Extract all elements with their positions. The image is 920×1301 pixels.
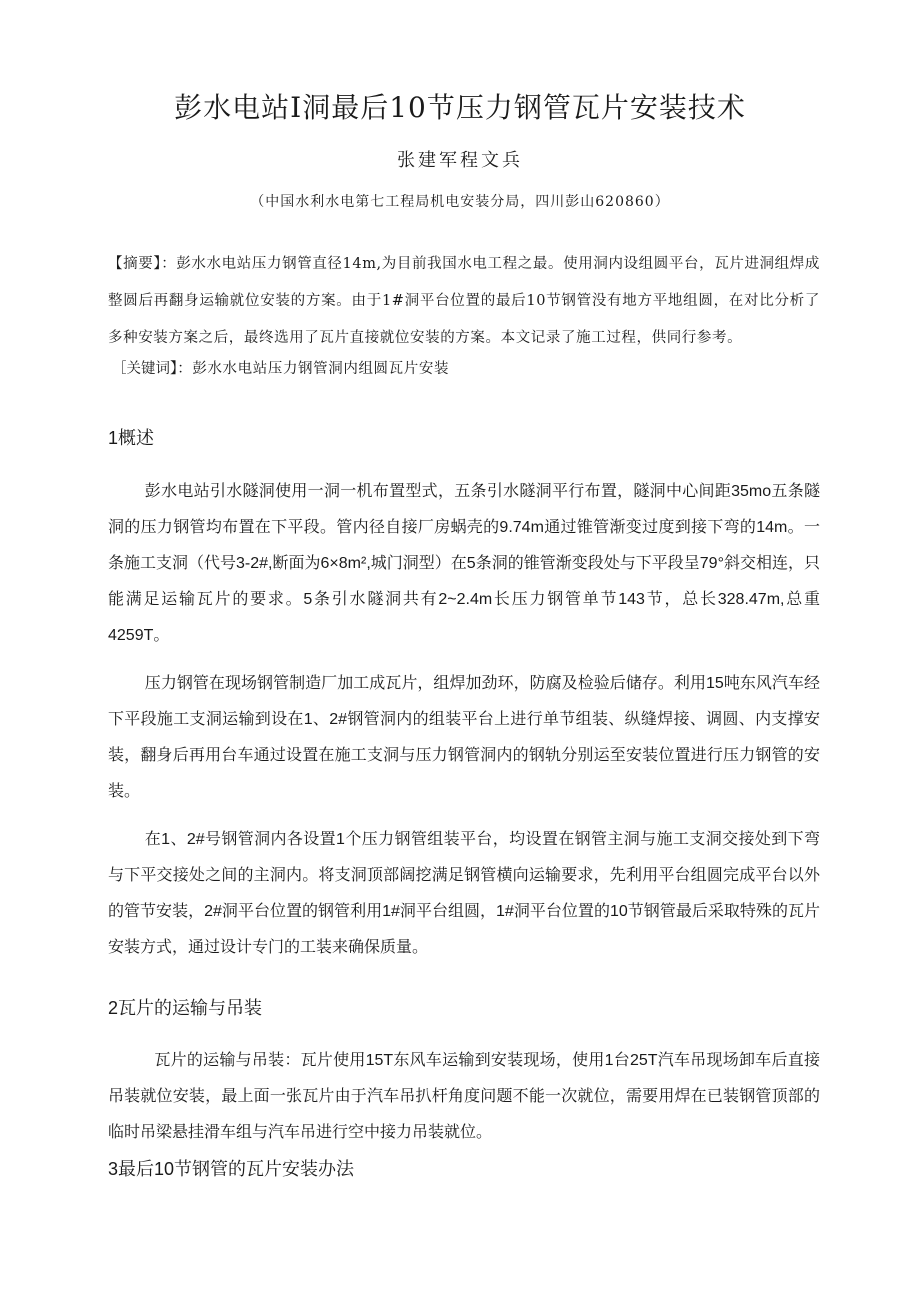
section-2-paragraph-1: 瓦片的运输与吊装：瓦片使用15T东风车运输到安装现场，使用1台25T汽车吊现场卸车后直接吊装就位安装，最上面一张瓦片由于汽车吊扒杆角度问题不能一次就位，需要用焊在已装钢管顶部的临时吊梁悬挂滑车组与汽车吊进行空中接力吊装就位。: [108, 1052, 820, 1141]
keywords-text: ：彭水水电站压力钢管洞内组圆瓦片安装: [177, 361, 450, 377]
paper-title: 彭水电站I洞最后10节压力钢管瓦片安装技术: [174, 91, 746, 124]
abstract-text: ：彭水水电站压力钢管直径14m,为目前我国水电工程之最。使用洞内设组圆平台，瓦片进洞组焊成整圆后再翻身运输就位安装的方案。由于1#洞平台位置的最后10节钢管没有地方平地组圆，在对比分析了多种安装方案之后，最终选用了瓦片直接就位安装的方案。本文记录了施工过程，供同行参考。: [108, 256, 820, 346]
abstract-label: 【摘要】: [108, 256, 162, 272]
section-heading-1: 1概述: [108, 428, 155, 448]
section-1-paragraph-1: 彭水电站引水隧洞使用一洞一机布置型式，五条引水隧洞平行布置，隧洞中心间距35mo五条隧洞的压力钢管均布置在下平段。管内径自接厂房蜗壳的9.74m通过锥管渐变过度到接下弯的14m。一条施工支洞（代号3-2#,断面为6×8m²,城门洞型）在5条洞的锥管渐变段处与下平段呈79°斜交相连，只能满足运输瓦片的要求。5条引水隧洞共有2~2.4m长压力钢管单节143节，总长328.47m,总重4259T。: [108, 483, 820, 644]
section-1-paragraph-3: 在1、2#号钢管洞内各设置1个压力钢管组装平台，均设置在钢管主洞与施工支洞交接处到下弯与下平交接处之间的主洞内。将支洞顶部阔挖满足钢管横向运输要求，先利用平台组圆完成平台以外的管节安装，2#洞平台位置的钢管利用1#洞平台组圆，1#洞平台位置的10节钢管最后采取特殊的瓦片安装方式，通过设计专门的工装来确保质量。: [108, 831, 820, 956]
keywords: [112, 355, 820, 383]
paper-affiliation: （中国水利水电第七工程局机电安装分局，四川彭山620860）: [250, 194, 670, 210]
paper-authors: 张建军程文兵: [397, 150, 523, 171]
section-1-paragraph-2: 压力钢管在现场钢管制造厂加工成瓦片，组焊加劲环，防腐及检验后储存。利用15吨东风汽车经下平段施工支洞运输到设在1、2#钢管洞内的组装平台上进行单节组装、纵缝焊接、调圆、内支撑安装，翻身后再用台车通过设置在施工支洞与压力钢管洞内的钢轨分别运至安装位置进行压力钢管的安装。: [108, 675, 820, 800]
section-heading-2: 2瓦片的运输与吊装: [108, 998, 263, 1018]
abstract: [108, 246, 820, 357]
keywords-label: ［关键词】: [112, 361, 178, 377]
section-heading-3: 3最后10节钢管的瓦片安装办法: [108, 1159, 355, 1179]
